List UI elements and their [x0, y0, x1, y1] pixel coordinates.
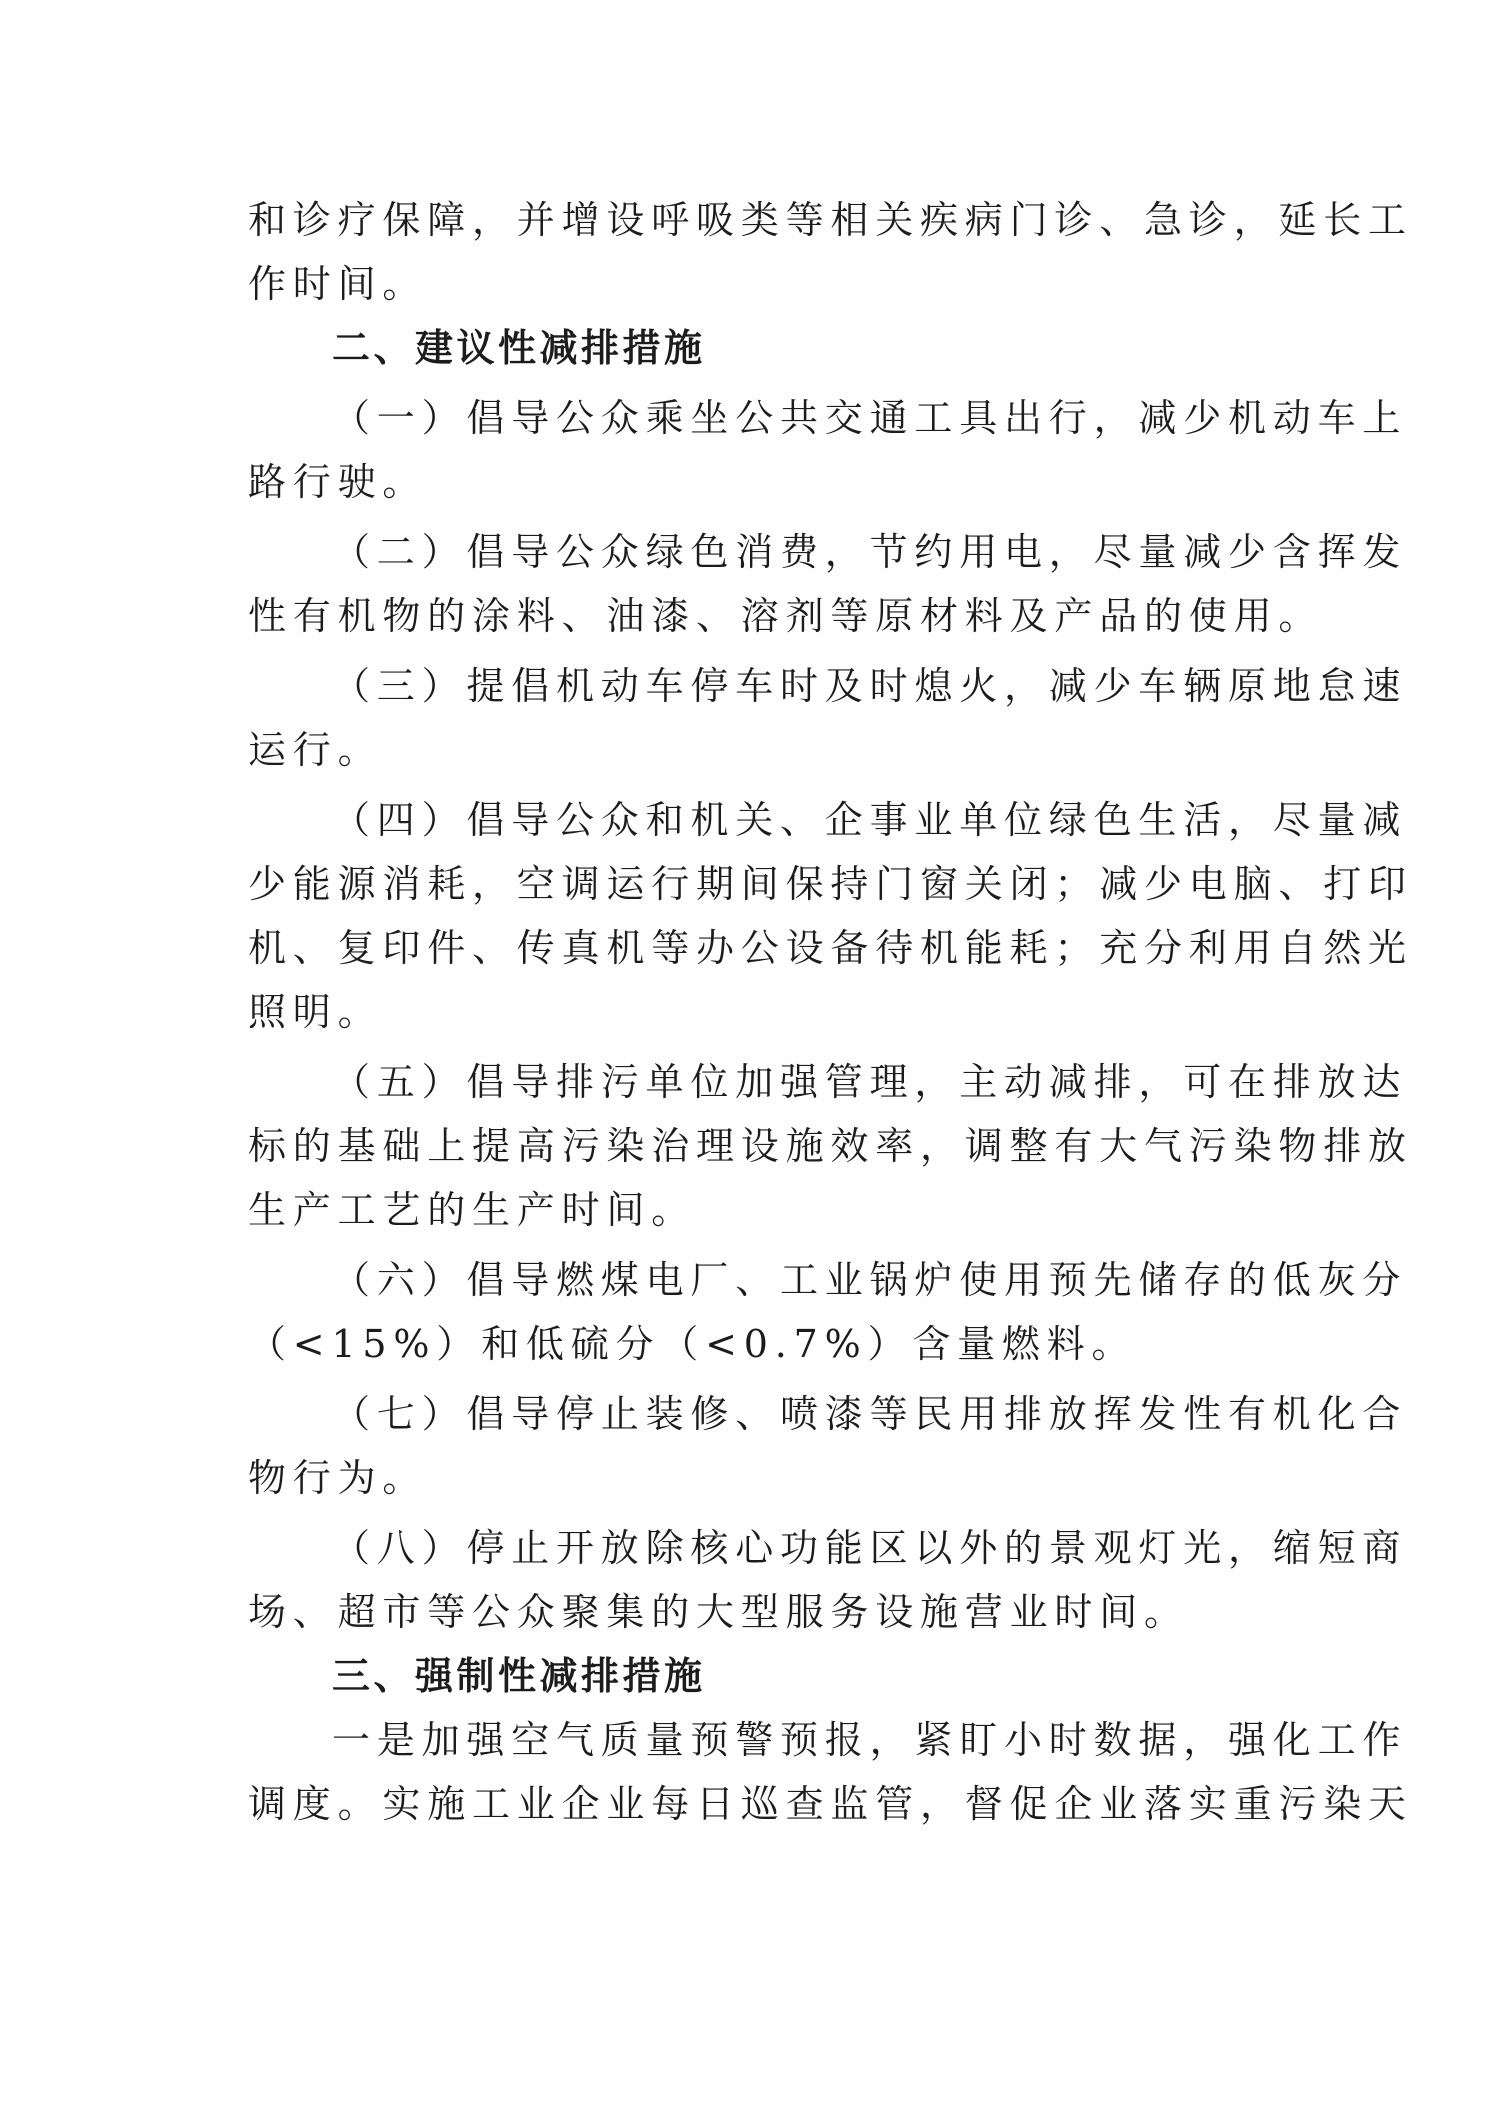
text-line: （一）倡导公众乘坐公共交通工具出行，减少机动车上 — [332, 396, 1408, 440]
paragraph — [248, 1248, 1408, 1376]
text-line: 调度。实施工业企业每日巡查监管，督促企业落实重污染天 — [248, 1782, 1413, 1826]
document-body — [248, 188, 1413, 1836]
paragraph — [248, 386, 1408, 514]
text-line: （四）倡导公众和机关、企事业单位绿色生活，尽量减 — [332, 798, 1408, 842]
text-line: 性有机物的涂料、油漆、溶剂等原材料及产品的使用。 — [248, 594, 1324, 638]
text-line: 机、复印件、传真机等办公设备待机能耗；充分利用自然光 — [248, 926, 1413, 970]
paragraph — [248, 1516, 1408, 1644]
text-line: 场、超市等公众聚集的大型服务设施营业时间。 — [248, 1590, 1189, 1634]
paragraph — [248, 520, 1408, 648]
text-line: 运行。 — [248, 728, 383, 772]
text-line: （七）倡导停止装修、喷漆等民用排放挥发性有机化合 — [332, 1392, 1408, 1436]
text-line: 一是加强空气质量预警预报，紧盯小时数据，强化工作 — [332, 1718, 1408, 1762]
text-line: （五）倡导排污单位加强管理，主动减排，可在排放达 — [332, 1060, 1408, 1104]
paragraph — [248, 788, 1413, 1044]
text-line: 标的基础上提高污染治理设施效率，调整有大气污染物排放 — [248, 1124, 1413, 1168]
text-line: 作时间。 — [248, 262, 428, 306]
text-line: （<15%）和低硫分（<0.7%）含量燃料。 — [248, 1322, 1137, 1366]
paragraph — [248, 1382, 1408, 1510]
section-heading-2: 二、建议性减排措施 — [332, 326, 706, 370]
text-line: （八）停止开放除核心功能区以外的景观灯光，缩短商 — [332, 1526, 1408, 1570]
paragraph — [248, 1050, 1413, 1242]
paragraph — [248, 1708, 1413, 1836]
paragraph — [248, 654, 1408, 782]
text-line: 和诊疗保障，并增设呼吸类等相关疾病门诊、急诊，延长工 — [248, 198, 1413, 242]
text-line: 路行驶。 — [248, 460, 428, 504]
section-heading-3: 三、强制性减排措施 — [332, 1654, 706, 1698]
text-line: （六）倡导燃煤电厂、工业锅炉使用预先储存的低灰分 — [332, 1258, 1408, 1302]
text-line: 照明。 — [248, 990, 383, 1034]
text-line: 物行为。 — [248, 1456, 428, 1500]
text-line: （三）提倡机动车停车时及时熄火，减少车辆原地怠速 — [332, 664, 1408, 708]
paragraph — [248, 188, 1413, 316]
text-line: 生产工艺的生产时间。 — [248, 1188, 697, 1232]
text-line: 少能源消耗，空调运行期间保持门窗关闭；减少电脑、打印 — [248, 862, 1413, 906]
text-line: （二）倡导公众绿色消费，节约用电，尽量减少含挥发 — [332, 530, 1408, 574]
